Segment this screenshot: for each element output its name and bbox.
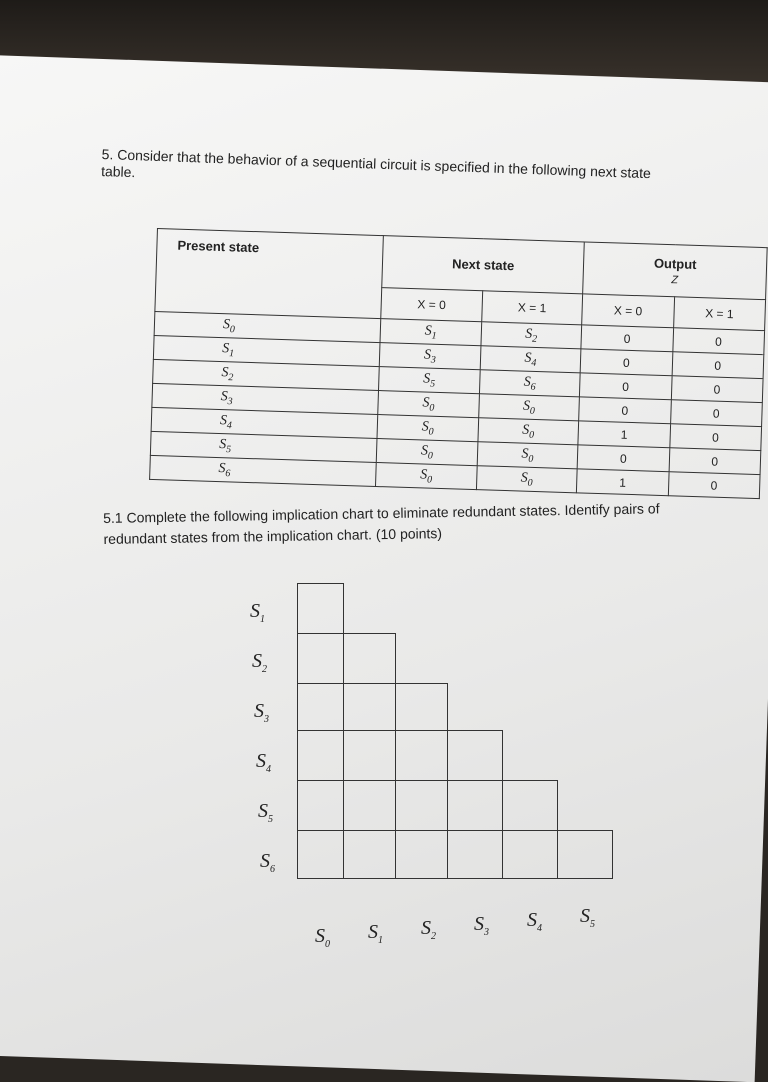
chart-cell[interactable]: [297, 780, 344, 831]
subheader: X = 0: [582, 294, 674, 328]
cell-n0: $S_5$: [379, 367, 480, 394]
cell-present: $S_5$: [150, 431, 377, 462]
cell-n1: $S_6$: [479, 370, 580, 397]
row-label: $S_6$: [260, 850, 275, 875]
subquestion-text: 5.1 Complete the following implication chart to eliminate redundant states. Identify pairs of redundant states from the implication chart. (10 points): [103, 500, 660, 547]
cell-n1: $S_0$: [477, 442, 578, 469]
cell-n0: $S_1$: [380, 319, 481, 346]
row-label: $S_5$: [258, 800, 273, 825]
cell-n1: $S_4$: [480, 346, 581, 373]
chart-cell[interactable]: [343, 830, 396, 879]
row-label: $S_3$: [254, 700, 269, 725]
chart-cell[interactable]: [297, 730, 344, 781]
chart-cell[interactable]: [395, 730, 448, 781]
cell-z0: 0: [577, 445, 669, 472]
chart-cell[interactable]: [343, 730, 396, 781]
question-text: 5. Consider that the behavior of a sequential circuit is specified in the following next state table.: [100, 146, 652, 182]
cell-z0: 0: [579, 397, 671, 424]
chart-cell[interactable]: [297, 683, 344, 731]
chart-cell[interactable]: [557, 830, 613, 879]
col-label: $S_4$: [527, 909, 542, 934]
cell-n1: $S_0$: [476, 466, 577, 493]
subheader: X = 0: [381, 288, 482, 322]
cell-n0: $S_0$: [376, 463, 477, 490]
row-label: $S_1$: [250, 600, 265, 625]
row-label: $S_4$: [256, 750, 271, 775]
cell-n1: $S_0$: [478, 394, 579, 421]
cell-z0: 0: [581, 325, 673, 352]
chart-cell[interactable]: [297, 633, 344, 684]
cell-n0: $S_3$: [379, 343, 480, 370]
cell-z0: 0: [580, 373, 672, 400]
cell-z1: 0: [670, 400, 762, 427]
cell-present: $S_3$: [152, 383, 379, 414]
col-label: $S_5$: [580, 905, 595, 930]
header-output: Output Z: [583, 242, 767, 300]
cell-n1: $S_0$: [478, 418, 579, 445]
cell-n0: $S_0$: [377, 415, 478, 442]
col-label: $S_2$: [421, 917, 436, 942]
cell-n0: $S_0$: [376, 439, 477, 466]
chart-cell[interactable]: [395, 780, 448, 831]
state-table: [149, 228, 768, 499]
cell-z1: 0: [671, 376, 763, 403]
chart-cell[interactable]: [447, 780, 503, 831]
chart-cell[interactable]: [447, 830, 503, 879]
cell-z0: 1: [578, 421, 670, 448]
cell-present: $S_1$: [153, 335, 380, 366]
cell-z1: 0: [672, 328, 764, 355]
cell-z0: 1: [577, 469, 669, 496]
chart-cell[interactable]: [343, 633, 396, 684]
col-label: $S_1$: [368, 921, 383, 946]
cell-z1: 0: [669, 448, 761, 475]
cell-z0: 0: [580, 349, 672, 376]
col-label: $S_3$: [474, 913, 489, 938]
chart-cell[interactable]: [447, 730, 503, 781]
cell-n0: $S_0$: [378, 391, 479, 418]
header-next-state: Next state: [382, 236, 585, 295]
chart-cell[interactable]: [343, 780, 396, 831]
chart-cell[interactable]: [502, 830, 558, 879]
cell-z1: 0: [672, 352, 764, 379]
chart-cell[interactable]: [395, 830, 448, 879]
subheader: X = 1: [481, 291, 582, 325]
chart-cell[interactable]: [502, 780, 558, 831]
cell-z1: 0: [669, 424, 761, 451]
row-label: $S_2$: [252, 650, 267, 675]
cell-n1: $S_2$: [481, 322, 582, 349]
chart-cell[interactable]: [395, 683, 448, 731]
chart-cell[interactable]: [343, 683, 396, 731]
chart-cell[interactable]: [297, 583, 344, 634]
chart-cell[interactable]: [297, 830, 344, 879]
subheader: X = 1: [673, 297, 765, 331]
cell-present: $S_2$: [153, 359, 380, 390]
cell-z1: 0: [668, 472, 760, 499]
col-label: $S_0$: [315, 925, 330, 950]
cell-present: $S_4$: [151, 407, 378, 438]
cell-present: $S_6$: [150, 455, 377, 486]
header-present-state: Present state: [155, 229, 384, 319]
cell-present: $S_0$: [154, 311, 381, 342]
